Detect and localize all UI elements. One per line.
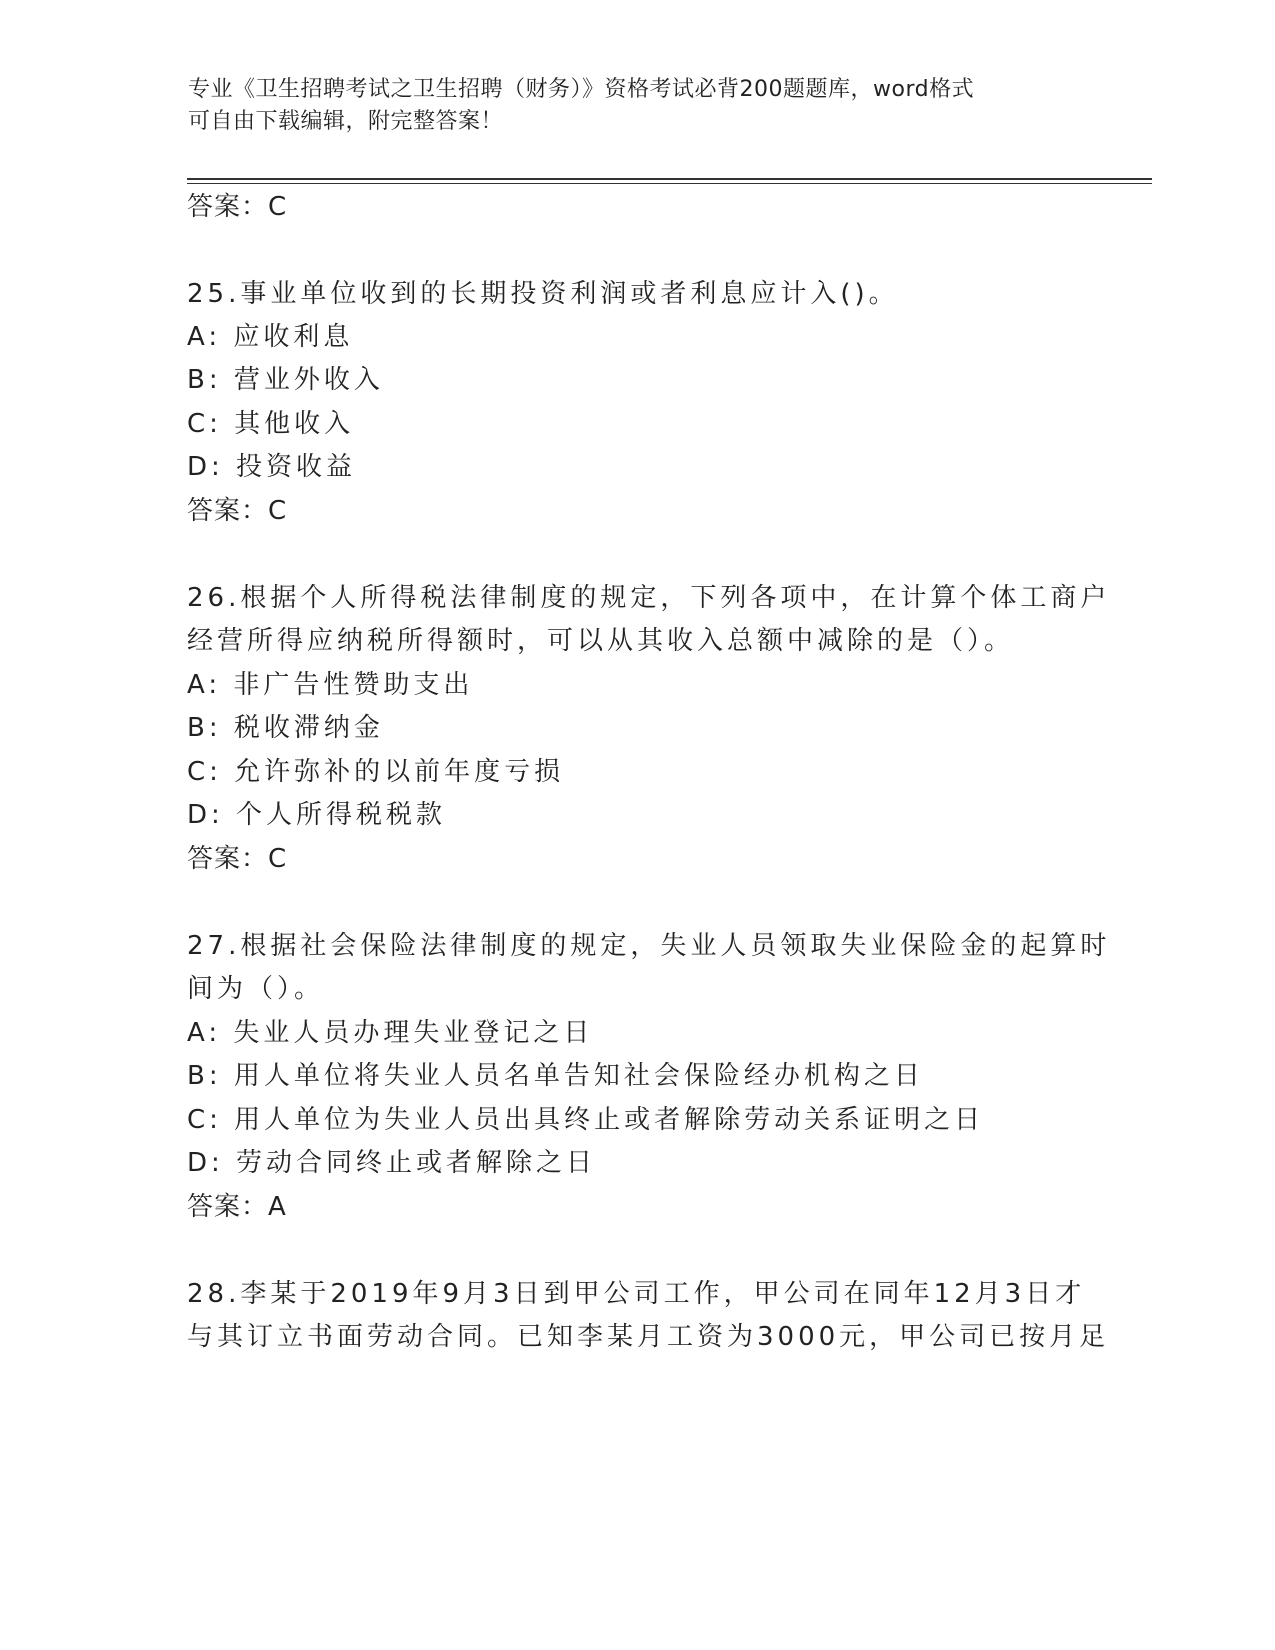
option-d: D: 劳动合同终止或者解除之日 [187, 1148, 597, 1178]
header-line-1: 专业《卫生招聘考试之卫生招聘（财务）》资格考试必背200题题库，word格式 [188, 77, 975, 102]
option-d: D: 个人所得税税款 [187, 800, 447, 830]
header-divider-thin [187, 183, 1152, 184]
option-b: B: 营业外收入 [187, 365, 384, 395]
answer-line: 答案：C [187, 844, 288, 874]
document-header [188, 74, 1068, 138]
answer-line: 答案：C [187, 496, 288, 526]
option-a: A: 失业人员办理失业登记之日 [187, 1018, 594, 1048]
question-stem: 27.根据社会保险法律制度的规定，失业人员领取失业保险金的起算时 [187, 931, 1111, 961]
question-stem-continued: 经营所得应纳税所得额时，可以从其收入总额中减除的是（）。 [187, 626, 1015, 656]
question-stem-continued: 与其订立书面劳动合同。已知李某月工资为3000元，甲公司已按月足 [187, 1322, 1110, 1352]
header-line-2: 可自由下载编辑，附完整答案！ [188, 109, 504, 134]
option-b: B: 税收滞纳金 [187, 713, 384, 743]
option-c: C: 允许弥补的以前年度亏损 [187, 757, 565, 787]
header-divider-thick [187, 178, 1152, 180]
option-c: C: 其他收入 [187, 409, 355, 439]
option-b: B: 用人单位将失业人员名单告知社会保险经办机构之日 [187, 1061, 924, 1091]
option-a: A: 应收利息 [187, 322, 354, 352]
question-stem: 25.事业单位收到的长期投资利润或者利息应计入()。 [187, 279, 899, 309]
answer-line: 答案：A [187, 1192, 287, 1222]
option-a: A: 非广告性赞助支出 [187, 670, 474, 700]
question-stem-continued: 间为（）。 [187, 974, 325, 1004]
option-c: C: 用人单位为失业人员出具终止或者解除劳动关系证明之日 [187, 1105, 985, 1135]
question-stem: 28.李某于2019年9月3日到甲公司工作，甲公司在同年12月3日才 [187, 1279, 1086, 1309]
answer-line: 答案：C [187, 192, 288, 222]
question-stem: 26.根据个人所得税法律制度的规定，下列各项中，在计算个体工商户 [187, 583, 1111, 613]
option-d: D: 投资收益 [187, 452, 357, 482]
